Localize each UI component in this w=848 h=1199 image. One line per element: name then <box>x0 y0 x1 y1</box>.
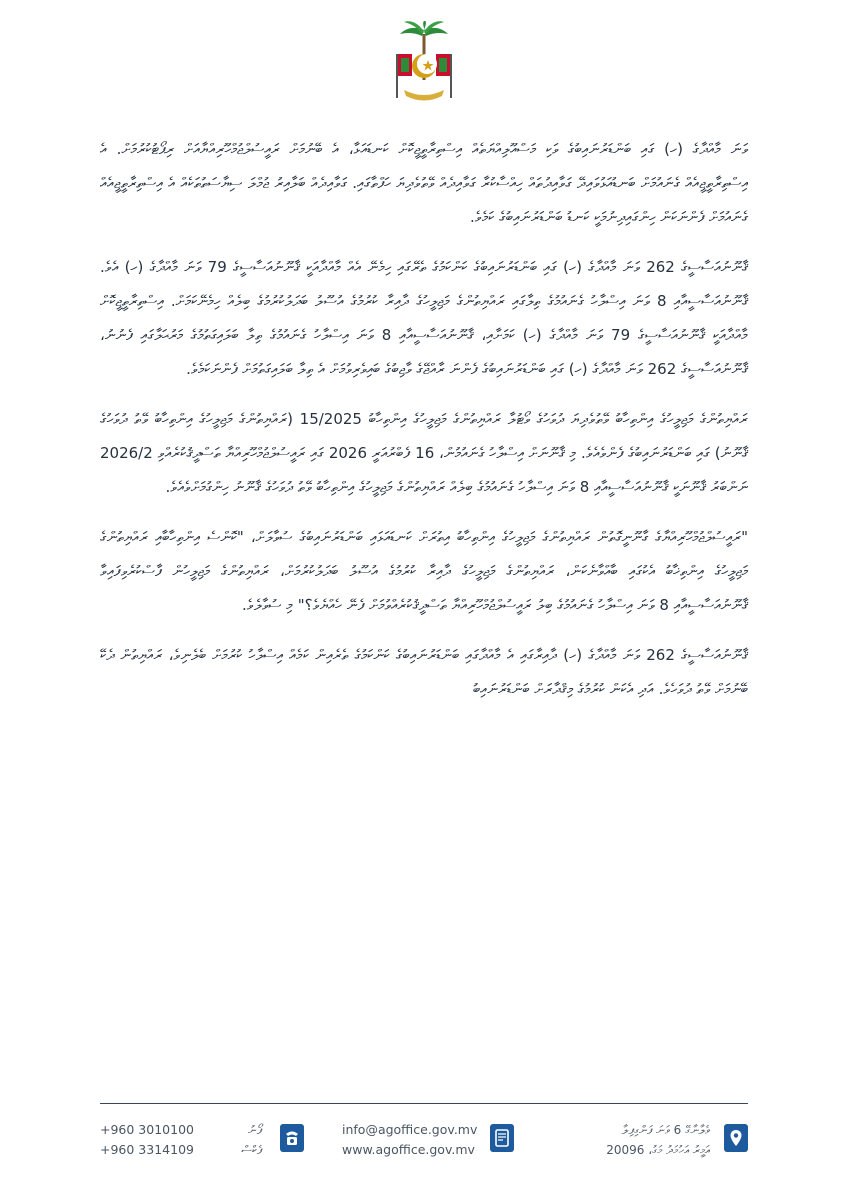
website-link[interactable]: www.agoffice.gov.mv <box>342 1142 475 1157</box>
web-icon <box>490 1124 514 1152</box>
paragraph-4: "ރައީސުލްޖުމްހޫރިއްޔާގެ ގާނޫނީގޮތުން ރައްޔިތުންގެ މަޖިލީހުގެ އިންތިހާބު އިތުރަށް ކަނޑައަޅައި ބަންޑަރުނައިބުގެ ސުވާލަށް، "ކޮންސެ އިންތިހާބާއި ރައްޔިތުންގެ މަޖިލީހުގެ އިންތިޚާބު އެކުގައި ބާއްވާނެކަން، ރައްޔިތުންގެ މަޖިލީހުގެ ދާއިރާ ކުރުމުގެ އުސޫލު ބަދަލުކުރުމަށް، ރައްޔިތުންގެ މަޖިލީހުން ފާސްކުރެވިފައިވާ ޤާނޫނުއަސާސީއާއި 8 ވަނަ އިސްލާހު ގެނައުމުގެ ބިލު ރައީސުލްޖުމްހޫރިއްޔާ ތަސްދީޤުކުރެއްވުމަށް ފެނޭ ހެއްޔެވެ؟" މި ސުވާލެވެ. <box>100 528 748 614</box>
phone-labels <box>218 1120 262 1160</box>
phone-icon <box>280 1124 304 1152</box>
fax-number: +960 3314109 <box>100 1142 194 1157</box>
paragraph-3: ރައްޔިތުންގެ މަޖިލީހުގެ އިންތިހާބު ވޭތުވެދިޔަ ދުވަހުގެ ވޯޓުލާ ރައްޔިތުންގެ މަޖިލީހުގެ އިންތިހާބު 15/2025 (ރައްޔިތުންގެ މަޖިލީހުގެ އިންތިހާބު ވޭތު ދުވަހުގެ ޤާނޫނު) ގައި ބަންޑަރުނައިބުގެ ފެންވެއެވެ. މި ޤާނޫނަށް އިސްލާހު ގެނައުމުން، 16 ފެބްރުއަރީ 2026 ގައި ރައީސުލްޖުމްހޫރިއްޔާ ތަސްދީޤުކުރެއްވި 2026/2 ނަންބަރު ޤާނޫނަކީ ޤާނޫނުއަސާސީއާއި 8 ވަނަ އިސްލާހު ގެނައުމުގެ ބިލެއް ރައްޔިތުންގެ މަޖިލީހުގެ އިންތިހާބު ވޭތު ދުވަހުގެ ޤާނޫނު ހިންގުމަށްވެއެވެ. <box>100 410 748 496</box>
paragraph-1: ވަނަ މާއްދާގެ (ހ) ގައި ބަންޑަރުނައިބުގެ ވަކި މަސްއޫލިއްޔަތެއް އިސްތިރާތީޖީކޮށް ކަނޑައަޅާ، އެ ބޭނުމަށް ރައީސުލްޖުމްހޫރިއްޔާއަށް ރިޕޯޓުކުރުމަށް. އެ އިސްތިރާތީޖީއެއް ގެނައުމަށް ބަނޑުއަޅުވައިދޭ ގަވާއިދުތައް ހިއްސާކުރާ ގަވާއިދެއް ވޭތުވެދިޔަ ހަފްތާގައި. ގަވާއިދެއް ބަލާއިރު ޖުމްލަ ސިޔާސަތުތަކެއް އެ އިސްތިރާތީޖީއެއް ގެނައުމަށް ފެންނަކަން ހިންގައިދިނުމަކީ ކަނޑު ބަންޑަރުނައިބުގެ ކަމެވެ. <box>100 140 748 226</box>
footer <box>100 1112 748 1172</box>
letter-body <box>100 132 748 722</box>
address <box>560 1120 710 1180</box>
phone-numbers <box>100 1120 200 1180</box>
footer-divider <box>100 1103 748 1104</box>
email-link[interactable]: info@agoffice.gov.mv <box>342 1122 478 1137</box>
fax-label: ފެކްސް <box>241 1143 262 1157</box>
state-emblem-icon <box>384 20 464 108</box>
phone-label: ފޯނު <box>248 1123 262 1137</box>
location-pin-icon <box>724 1124 748 1152</box>
paragraph-5: ޤާނޫނުއަސާސީގެ 262 ވަނަ މާއްދާގެ (ހ) ދާއިރާގައި އެ މާއްދާގައި ބަންޑަރުނައިބުގެ ކަންކަމުގެ ތެރެއިން ކަމެއް އިސްލާހު ކުރުމަށް ބެލެނިވެ، ރައްޔިތުން ދެކޭ ބޭނުމަށް ވޭތު ދުވަހެވެ. އަދި އެކަން ކުރުމުގެ މިޤްދާރަށް ބަންޑަރުނައިބު <box>100 646 748 698</box>
paragraph-2: ޤާނޫނުއަސާސީގެ 262 ވަނަ މާއްދާގެ (ހ) ގައި ބަންޑަރުނައިބުގެ ކަންކަމުގެ ތެރޭގައި ހިމެނޭ އެއް މާއްދާއަކީ ޤާނޫނުއަސާސީގެ 79 ވަނަ މާއްދާގެ (ހ) އެވެ. ޤާނޫނުއަސާސީއާއި 8 ވަނަ އިސްލާހު ގެނައުމުގެ ތިލާގައި ރައްޔިތުންގެ މަޖިލީހުގެ ދާއިރާ ކުރުމުގެ އުސޫލު ބަދަލުކުރުމުގެ ބިލެއް ހިމެނޭކަމަށް. އިސްތިރާތީޖީކޮށް މާއްދާއަކީ ޤާނޫނުއަސާސީގެ 79 ވަނަ މާއްދާގެ (ހ) ކަމަށާއި، ޤާނޫނުއަސާސީއާއި 8 ވަނަ އިސްލާހު ގެނައުމުގެ ތިލާ ބަލައިގަތުމުގެ މަރުޙަލާގައި ފެނުނު، ޤާނޫނުއަސާސީގެ 262 ވަނަ މާއްދާގެ (ހ) ގައި ބަންޑަރުނައިބުގެ ފެންނަ ރާއްޖޭގެ ވާޖިބުގެ ބައިވެރިވުމަށް އެ ތިލާ ބަލައިގަތުމަށް ފެންނަކަމެވެ. <box>100 258 749 378</box>
web-contacts <box>342 1120 482 1180</box>
address-line-1: ވެލާނާގޭ 6 ވަނަ ފަންގިފިލާ <box>621 1123 710 1137</box>
address-line-2: އަމީރު އަހުމަދު މަގު، 20096 <box>606 1143 710 1157</box>
phone-number[interactable]: +960 3010100 <box>100 1122 194 1137</box>
